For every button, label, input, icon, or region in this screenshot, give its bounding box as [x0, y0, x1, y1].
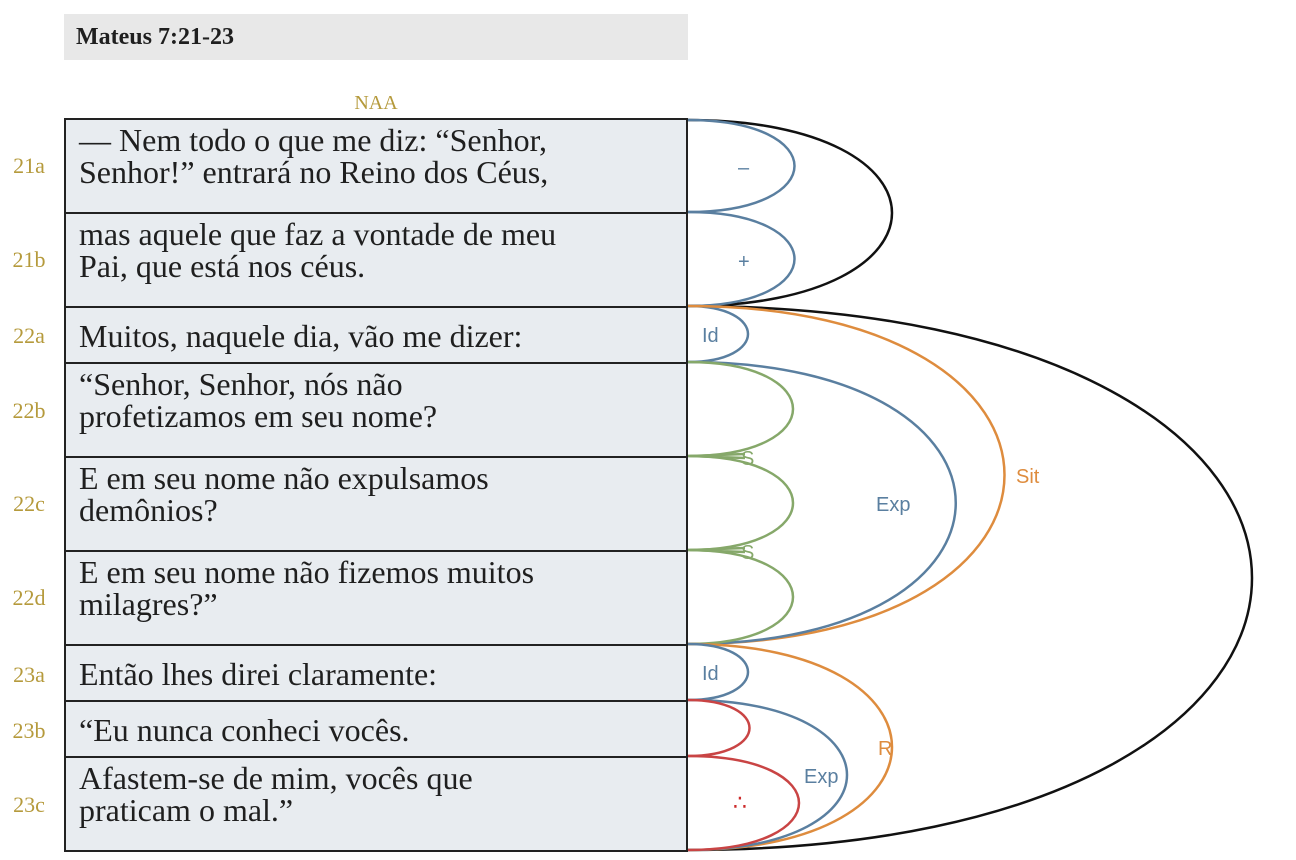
verse-ref-22d: 22d [12, 585, 46, 610]
verse-text: E em seu nome não fizemos muitos milagres?” [79, 554, 535, 622]
arc-label-pos: + [738, 251, 750, 273]
verse-text: Então lhes direi claramente: [79, 656, 438, 692]
verse-ref-23b: 23b [12, 718, 46, 743]
verse-text: Afastem-se de mim, vocês que praticam o mal.” [79, 760, 473, 828]
verse-ref-23a: 23a [13, 662, 45, 687]
arc-exp-22 [688, 362, 956, 644]
version-label: NAA [354, 92, 398, 114]
verse-text: Muitos, naquele dia, vão me dizer: [79, 318, 523, 354]
arc-s-22d [688, 550, 793, 644]
passage-title: Mateus 7:21-23 [64, 14, 688, 60]
arc-label-exp-23: Exp [804, 766, 839, 788]
arc-label-s2: S [741, 542, 755, 564]
arc-s-link1 [690, 454, 745, 458]
verse-text: — Nem todo o que me diz: “Senhor, Senhor!” entrará no Reino dos Céus, [79, 122, 549, 190]
arc-s-22c [688, 456, 793, 550]
verse-text: “Senhor, Senhor, nós não profetizamos em seu nome? [79, 366, 438, 434]
arc-label-id-22a: Id [702, 325, 719, 347]
arc-label-sit: Sit [1016, 466, 1040, 488]
verse-ref-22c: 22c [13, 491, 45, 516]
verse-ref-22b: 22b [12, 398, 46, 423]
verse-ref-21b: 21b [12, 247, 46, 272]
arc-label-neg: – [738, 157, 750, 179]
arc-23b [688, 700, 750, 756]
verse-text: E em seu nome não expulsamos demônios? [79, 460, 489, 528]
arc-label-s1: S [741, 448, 755, 470]
therefore-icon: ∴ [733, 791, 747, 816]
arc-outer-22-23 [688, 306, 1252, 850]
verse-ref-23c: 23c [13, 792, 45, 817]
arc-s-link2 [690, 548, 745, 552]
verse-text: “Eu nunca conheci vocês. [79, 712, 410, 748]
arc-sit [688, 306, 1005, 644]
verse-text: mas aquele que faz a vontade de meu Pai, que está nos céus. [79, 216, 557, 284]
arc-label-id-23a: Id [702, 663, 719, 685]
arc-label-r: R [878, 738, 893, 760]
verse-ref-22a: 22a [13, 323, 45, 348]
arc-label-exp-22: Exp [876, 494, 911, 516]
verse-ref-21a: 21a [13, 153, 45, 178]
arc-s-22b [688, 362, 793, 456]
